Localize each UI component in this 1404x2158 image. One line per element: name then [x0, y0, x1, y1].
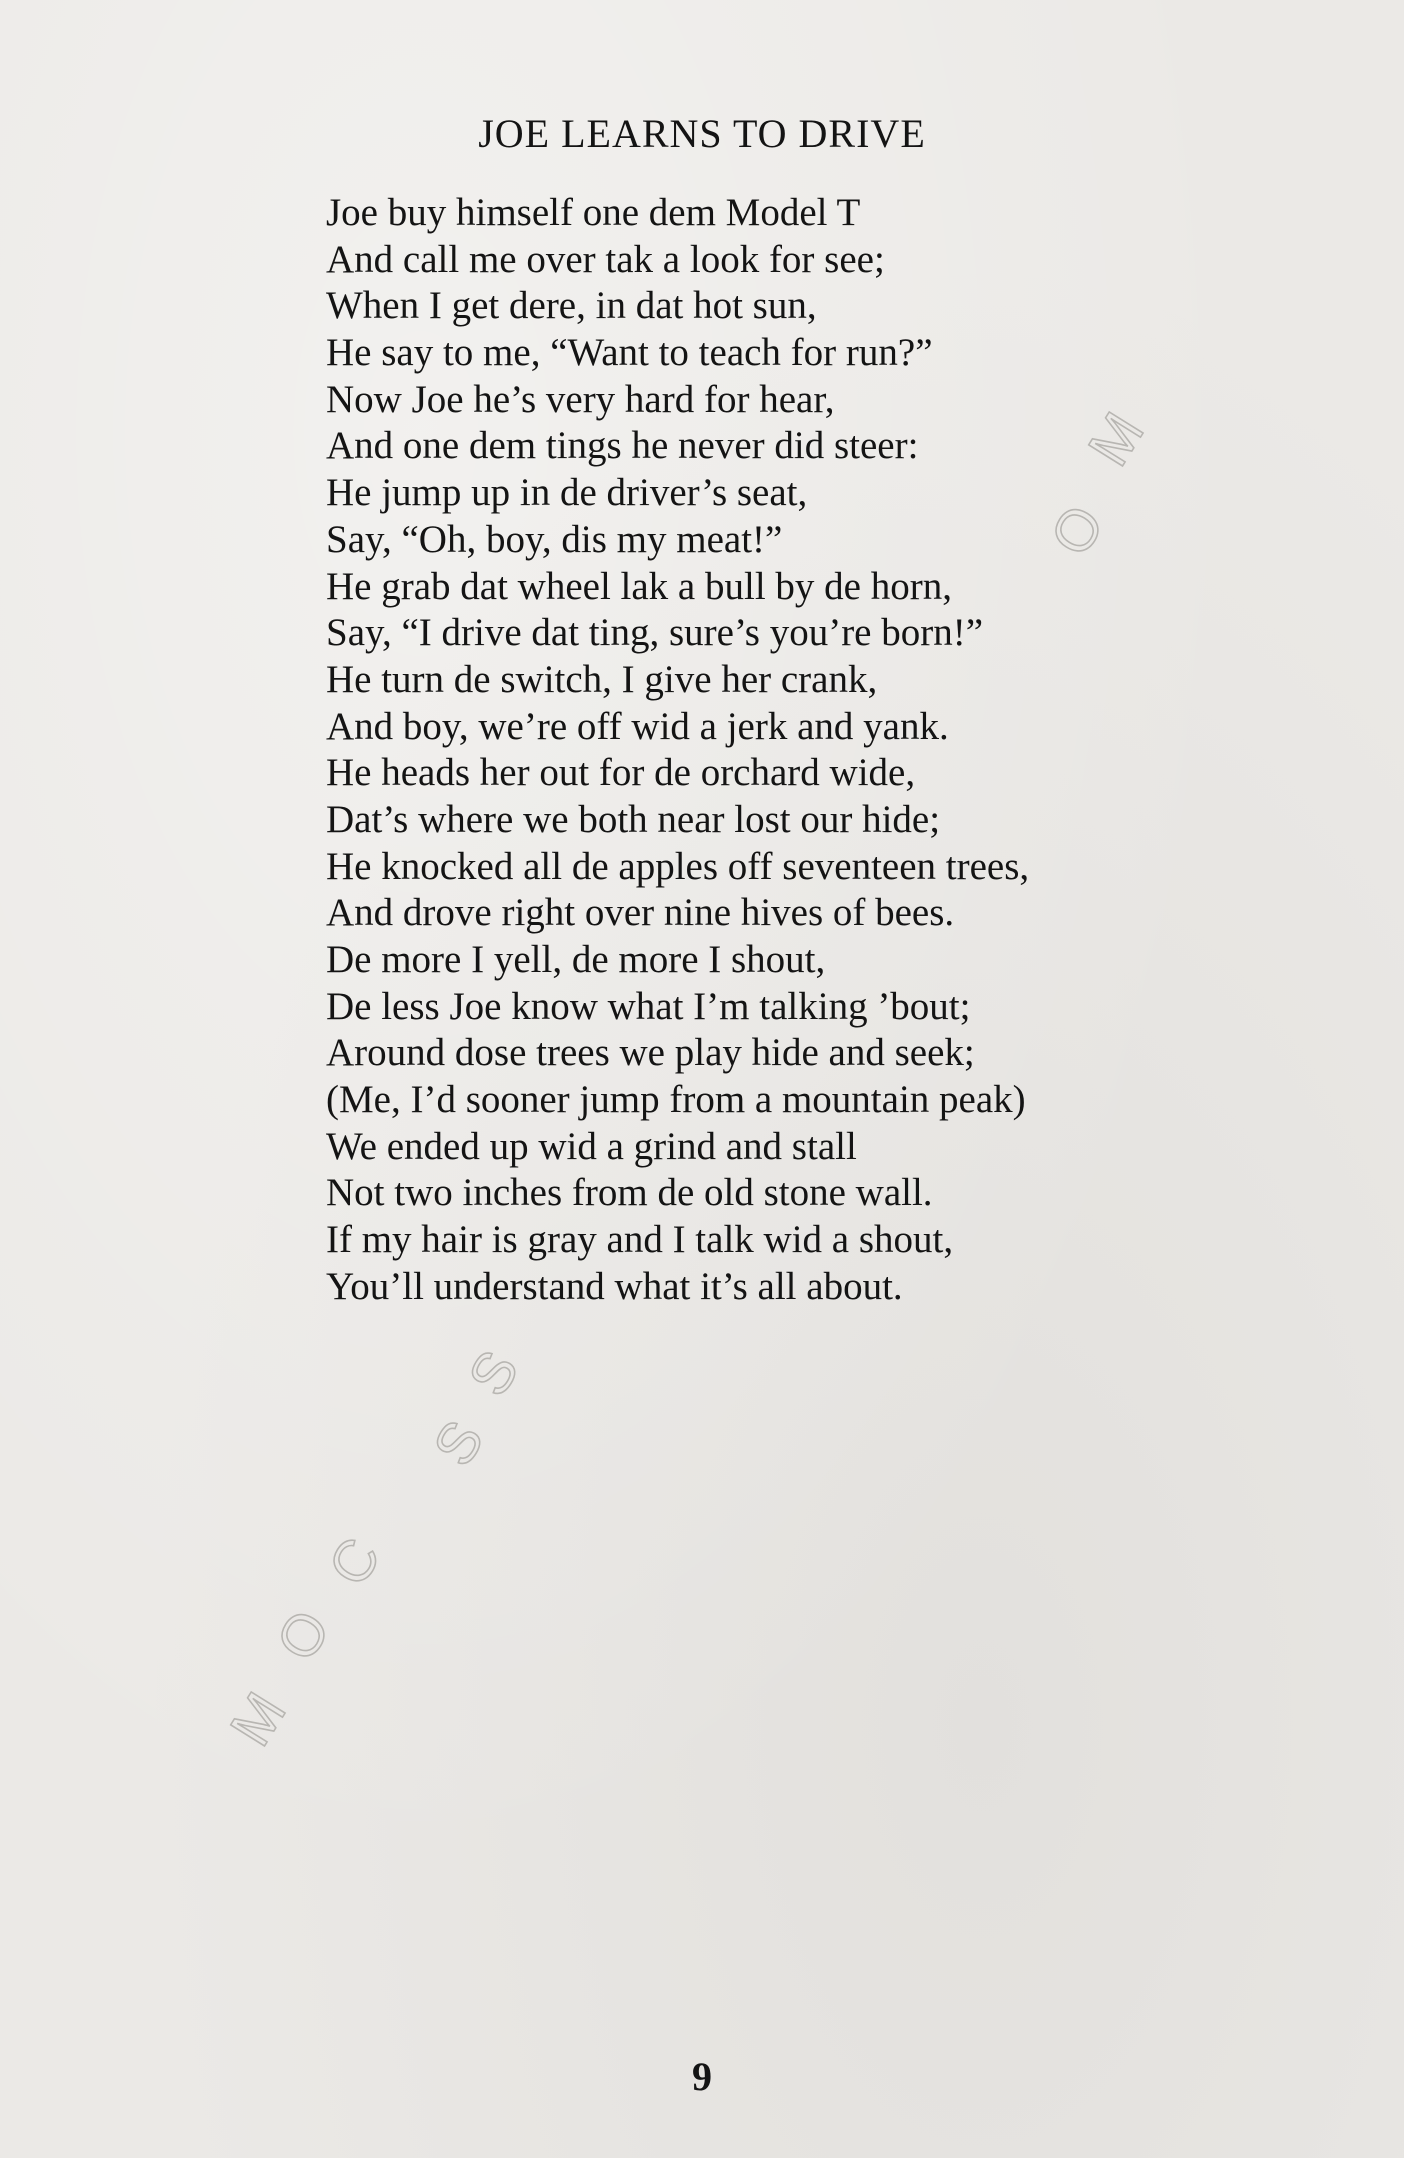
poem-line: We ended up wid a grind and stall [326, 1124, 857, 1168]
poem-line: When I get dere, in dat hot sun, [326, 284, 817, 328]
poem-line: And call me over tak a look for see; [326, 237, 885, 281]
poem-line: Dat’s where we both near lost our hide; [326, 797, 941, 841]
watermark-letter: C [315, 1526, 394, 1597]
poem-line: He heads her out for de orchard wide, [326, 751, 916, 795]
poem-line: He knocked all de apples off seventeen trees, [326, 844, 1030, 888]
page-number: 9 [692, 2054, 712, 2099]
watermark-letter: O [263, 1599, 343, 1672]
poem-body [326, 190, 1326, 1311]
poem-line: (Me, I’d sooner jump from a mountain peak) [326, 1078, 1026, 1122]
poem-line: Around dose trees we play hide and seek; [326, 1031, 975, 1075]
poem-line: Say, “Oh, boy, dis my meat!” [326, 517, 783, 561]
poem-line: If my hair is gray and I talk wid a shout, [326, 1218, 954, 1262]
poem-line: And drove right over nine hives of bees. [326, 891, 955, 935]
poem-line: Joe buy himself one dem Model T [326, 191, 861, 234]
poem-line: And boy, we’re off wid a jerk and yank. [326, 704, 949, 748]
poem-line: Say, “I drive dat ting, sure’s you’re born!” [326, 611, 984, 655]
poem-line: Not two inches from de old stone wall. [326, 1171, 933, 1215]
poem-line: He turn de switch, I give her crank, [326, 657, 878, 701]
poem-line: He say to me, “Want to teach for run?” [326, 331, 933, 375]
watermark-letter: S [420, 1409, 497, 1477]
watermark-letter: M [217, 1681, 299, 1757]
watermark-letter: S [455, 1339, 532, 1407]
poem-line: De more I yell, de more I shout, [326, 938, 826, 981]
poem-line: You’ll understand what it’s all about. [326, 1264, 903, 1308]
watermark-letter: O [1037, 494, 1117, 567]
watermark-letter: M [1075, 401, 1157, 477]
poem-line: He jump up in de driver’s seat, [326, 471, 808, 515]
poem-line: De less Joe know what I’m talking ’bout; [326, 984, 971, 1028]
poem-line: Now Joe he’s very hard for hear, [326, 377, 835, 421]
poem-title: JOE LEARNS TO DRIVE [478, 111, 926, 156]
poem-line: He grab dat wheel lak a bull by de horn, [326, 564, 952, 608]
poem-line: And one dem tings he never did steer: [326, 424, 919, 468]
